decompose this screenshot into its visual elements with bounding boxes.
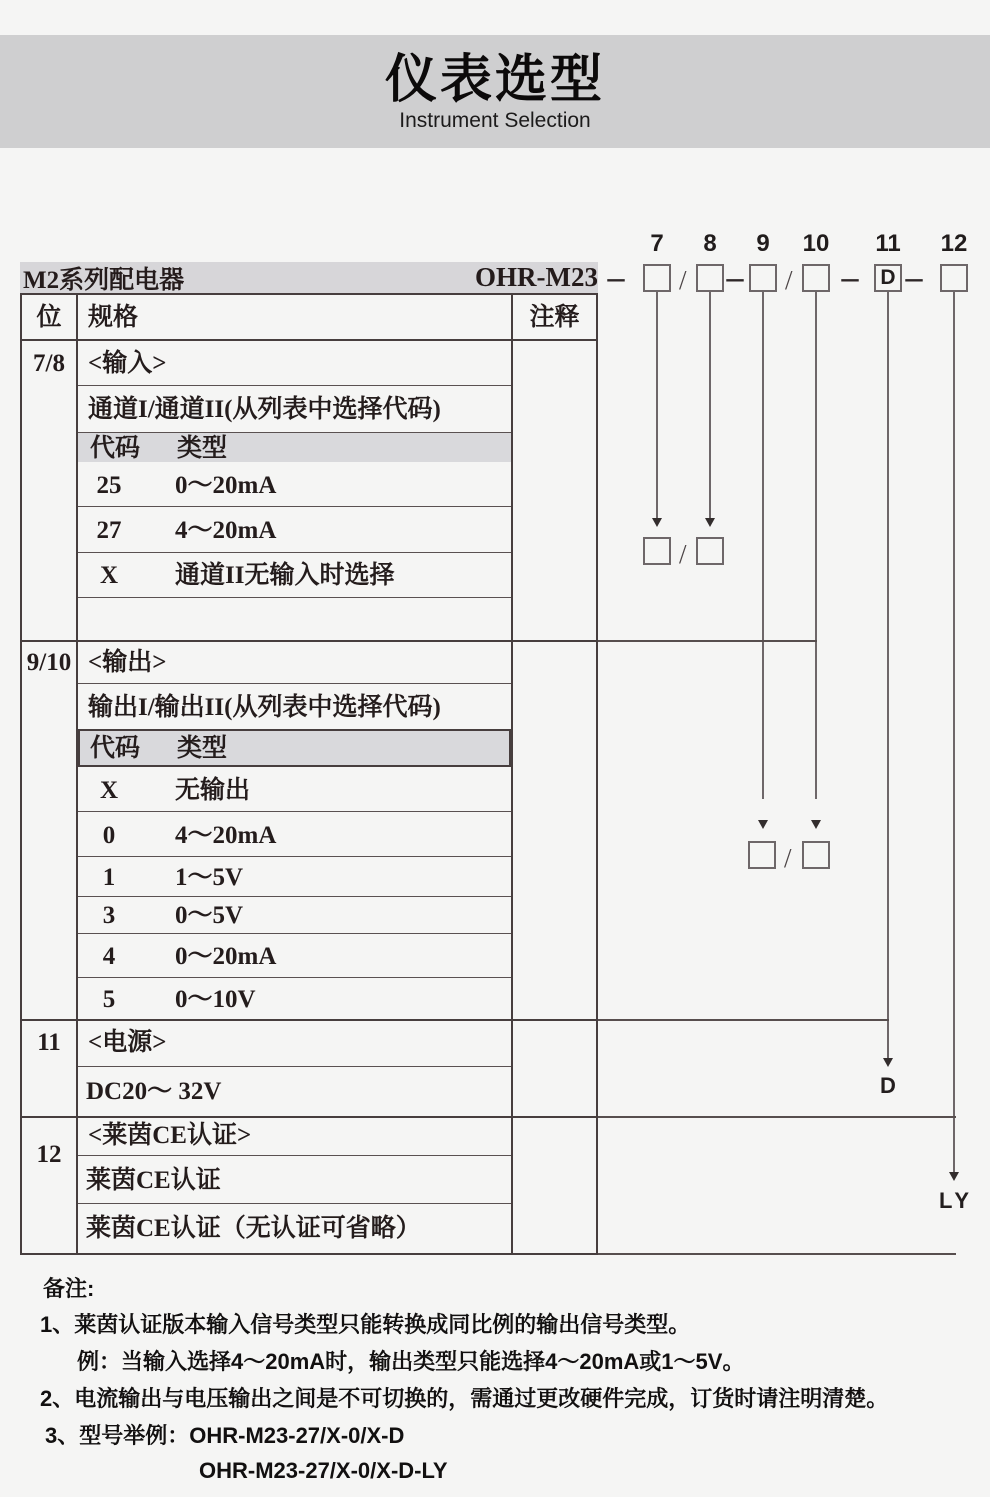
note-2: 2、电流输出与电压输出之间是不可切换的，需通过更改硬件完成，订货时请注明清楚。 bbox=[40, 1386, 889, 1411]
dash-10-11: – bbox=[841, 259, 859, 296]
output-title: <输出> bbox=[88, 649, 167, 676]
page-subtitle: Instrument Selection bbox=[399, 109, 591, 132]
col-header-spec: 规格 bbox=[88, 304, 139, 331]
output-row-code: 3 bbox=[102, 902, 116, 929]
ext-line-output bbox=[598, 1019, 889, 1021]
input-col-type: 类型 bbox=[177, 435, 228, 462]
note-1: 1、莱茵认证版本输入信号类型只能转换成同比例的输出信号类型。 bbox=[40, 1312, 691, 1337]
power-pos: 11 bbox=[37, 1029, 61, 1056]
ext-line-bottom bbox=[598, 1253, 956, 1255]
section-line-input-output bbox=[22, 640, 596, 642]
cert-row2: 莱茵CE认证（无认证可省略） bbox=[86, 1215, 421, 1242]
output-row-code: 5 bbox=[102, 986, 116, 1013]
cert-title: <莱茵CE认证> bbox=[88, 1122, 252, 1149]
leader-line-9 bbox=[762, 292, 764, 799]
output-row-code: 1 bbox=[102, 864, 116, 891]
row-line bbox=[78, 977, 511, 978]
cert-code-label: LY bbox=[938, 1188, 974, 1213]
input-pos: 7/8 bbox=[33, 350, 65, 377]
cert-row1: 莱茵CE认证 bbox=[86, 1167, 221, 1194]
row-line bbox=[78, 506, 511, 507]
input-channel1-box bbox=[643, 537, 671, 565]
output-row-type: 0～20mA bbox=[175, 943, 277, 970]
leader-line-11 bbox=[887, 292, 889, 1059]
arrow-down-icon bbox=[883, 1058, 893, 1067]
section-line-output-power bbox=[22, 1019, 596, 1021]
row-line bbox=[78, 933, 511, 934]
row-line bbox=[78, 552, 511, 553]
model-dash: – bbox=[607, 259, 625, 296]
row-line bbox=[78, 683, 511, 684]
ext-line-input bbox=[598, 640, 817, 642]
output-row-type: 无输出 bbox=[175, 777, 251, 804]
output-pos: 9/10 bbox=[26, 649, 72, 676]
code-box-8 bbox=[696, 264, 724, 292]
input-row-type: 4～20mA bbox=[175, 517, 277, 544]
row-line bbox=[78, 385, 511, 386]
cert-pos: 12 bbox=[36, 1141, 62, 1168]
input-channel2-box bbox=[696, 537, 724, 565]
input-row-code: X bbox=[99, 562, 119, 589]
section-line-power-cert bbox=[22, 1116, 596, 1118]
output-channel1-box bbox=[748, 841, 776, 869]
page-title: 仪表选型 bbox=[384, 51, 605, 109]
arrow-down-icon bbox=[652, 518, 662, 527]
leader-line-10 bbox=[815, 292, 817, 799]
arrow-down-icon bbox=[758, 820, 768, 829]
digit-label-10: 10 bbox=[802, 230, 830, 257]
input-row-code: 25 bbox=[96, 472, 122, 499]
output-row-type: 0～5V bbox=[175, 902, 244, 929]
header-band bbox=[0, 35, 990, 148]
digit-label-12: 12 bbox=[940, 230, 968, 257]
input-pair-slash: / bbox=[679, 539, 687, 569]
note-3: 3、型号举例：OHR-M23-27/X-0/X-D bbox=[45, 1423, 405, 1448]
power-code-label: D bbox=[880, 1073, 896, 1098]
output-col-type: 类型 bbox=[177, 735, 228, 762]
arrow-down-icon bbox=[811, 820, 821, 829]
row-line bbox=[78, 856, 511, 857]
model-bar bbox=[20, 262, 598, 293]
output-code-band bbox=[78, 729, 511, 767]
input-col-code: 代码 bbox=[90, 435, 141, 462]
input-subtitle: 通道I/通道II(从列表中选择代码) bbox=[88, 396, 441, 423]
row-line bbox=[78, 597, 511, 598]
input-row-code: 27 bbox=[96, 517, 122, 544]
row-line bbox=[78, 1155, 511, 1156]
output-row-code: 4 bbox=[102, 943, 116, 970]
leader-line-8 bbox=[709, 292, 711, 519]
code-box-10 bbox=[802, 264, 830, 292]
power-title: <电源> bbox=[88, 1029, 167, 1056]
leader-line-12 bbox=[953, 292, 955, 1173]
input-row-type: 0～20mA bbox=[175, 472, 277, 499]
row-line bbox=[78, 1066, 511, 1067]
dash-11-12: – bbox=[905, 259, 923, 296]
section-line-header bbox=[22, 339, 596, 341]
input-title: <输入> bbox=[88, 350, 167, 377]
digit-label-7: 7 bbox=[650, 230, 664, 257]
arrow-down-icon bbox=[949, 1172, 959, 1181]
input-row-type: 通道II无输入时选择 bbox=[175, 562, 395, 589]
leader-line-7 bbox=[656, 292, 658, 519]
row-line bbox=[78, 811, 511, 812]
output-pair-slash: / bbox=[784, 843, 792, 873]
slash-7-8: / bbox=[679, 265, 687, 295]
output-row-type: 4～20mA bbox=[175, 822, 277, 849]
digit-label-8: 8 bbox=[703, 230, 717, 257]
digit-label-11: 11 bbox=[875, 230, 901, 257]
output-row-type: 1～5V bbox=[175, 864, 244, 891]
dash-8-9: – bbox=[726, 259, 744, 296]
output-row-code: 0 bbox=[102, 822, 116, 849]
col-header-pos: 位 bbox=[36, 304, 62, 331]
note-1-example: 例：当输入选择4～20mA时，输出类型只能选择4～20mA或1～5V。 bbox=[77, 1349, 745, 1374]
col-header-note: 注释 bbox=[529, 304, 580, 331]
series-label: M2系列配电器 bbox=[23, 266, 185, 294]
output-subtitle: 输出I/输出II(从列表中选择代码) bbox=[88, 694, 441, 721]
output-channel2-box bbox=[802, 841, 830, 869]
input-code-band bbox=[78, 433, 511, 462]
output-col-code: 代码 bbox=[90, 735, 141, 762]
row-line bbox=[78, 1203, 511, 1204]
code-box-9 bbox=[749, 264, 777, 292]
code-box-11: D bbox=[874, 264, 902, 292]
model-prefix: OHR-M23 bbox=[475, 262, 598, 292]
ext-line-power bbox=[598, 1116, 956, 1118]
code-box-12 bbox=[940, 264, 968, 292]
col-divider-note bbox=[511, 293, 513, 1255]
output-row-code: X bbox=[99, 777, 119, 804]
digit-label-9: 9 bbox=[756, 230, 770, 257]
power-value: DC20～ 32V bbox=[86, 1078, 222, 1105]
row-line bbox=[78, 896, 511, 897]
code-box-7 bbox=[643, 264, 671, 292]
slash-9-10: / bbox=[785, 265, 793, 295]
notes-title: 备注: bbox=[43, 1276, 95, 1301]
arrow-down-icon bbox=[705, 518, 715, 527]
output-row-type: 0～10V bbox=[175, 986, 256, 1013]
note-3-line2: OHR-M23-27/X-0/X-D-LY bbox=[199, 1458, 448, 1483]
